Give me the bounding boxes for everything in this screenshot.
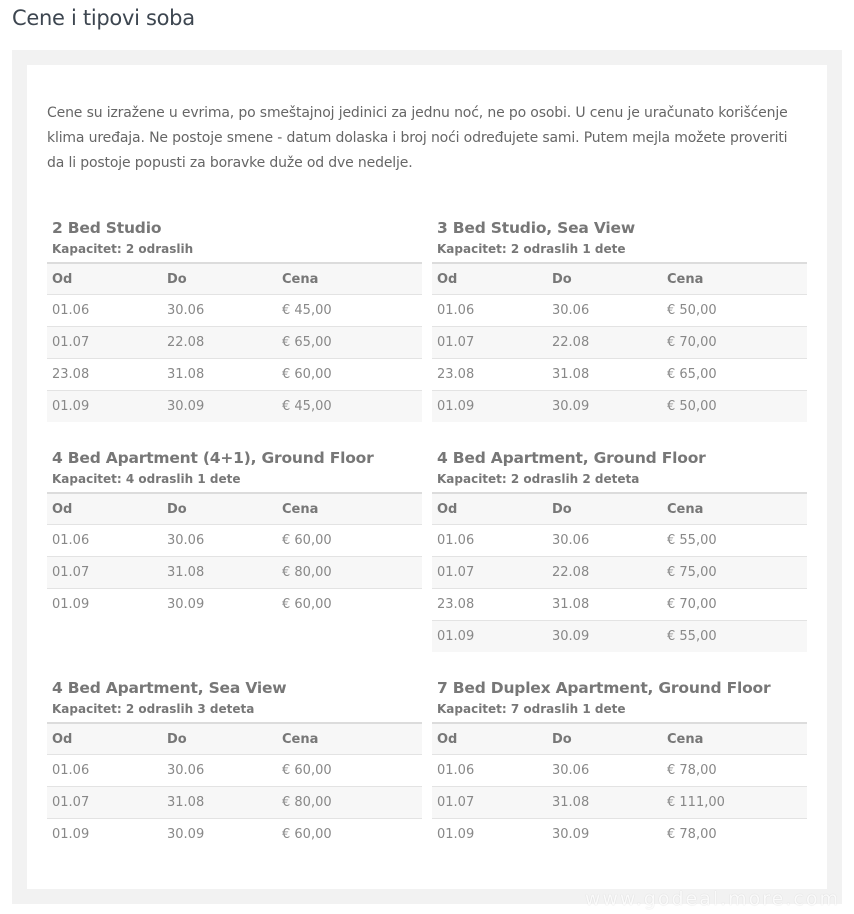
room-capacity: Kapacitet: 2 odraslih 2 deteta (437, 472, 640, 486)
date-from-cell: 01.06 (432, 755, 547, 787)
price-cell: € 65,00 (277, 327, 422, 359)
date-to-cell: 30.09 (547, 819, 662, 851)
room-capacity: Kapacitet: 2 odraslih 1 dete (437, 242, 626, 256)
table-header-row (432, 263, 807, 295)
room-card (432, 216, 807, 422)
column-header: Cena (277, 493, 422, 525)
date-from-cell: 01.07 (432, 327, 547, 359)
date-from-cell: 01.09 (432, 391, 547, 423)
column-header: Od (432, 263, 547, 295)
date-to-cell: 30.09 (162, 819, 277, 851)
column-header: Do (547, 723, 662, 755)
date-to-cell: 31.08 (162, 359, 277, 391)
table-header-row (432, 493, 807, 525)
table-header-row (47, 723, 422, 755)
date-to-cell: 30.06 (547, 755, 662, 787)
price-cell: € 45,00 (277, 295, 422, 327)
table-row (432, 359, 807, 391)
watermark: www.godeal.more.com (584, 888, 840, 910)
room-card (432, 676, 807, 850)
date-from-cell: 01.06 (432, 295, 547, 327)
column-header: Do (162, 263, 277, 295)
price-cell: € 70,00 (662, 327, 807, 359)
date-to-cell: 30.06 (547, 525, 662, 557)
date-from-cell: 01.07 (47, 787, 162, 819)
date-to-cell: 30.09 (162, 589, 277, 621)
room-card (47, 446, 422, 620)
date-to-cell: 30.06 (162, 755, 277, 787)
column-header: Od (432, 723, 547, 755)
room-card (47, 216, 422, 422)
price-cell: € 60,00 (277, 755, 422, 787)
date-from-cell: 01.09 (47, 589, 162, 621)
column-header: Do (162, 493, 277, 525)
date-to-cell: 31.08 (162, 787, 277, 819)
table-header-row (47, 263, 422, 295)
price-table (432, 262, 807, 422)
table-row (432, 525, 807, 557)
price-table (47, 722, 422, 850)
table-row (432, 327, 807, 359)
table-row (47, 755, 422, 787)
date-to-cell: 22.08 (547, 557, 662, 589)
room-capacity: Kapacitet: 2 odraslih (52, 242, 194, 256)
date-to-cell: 31.08 (547, 359, 662, 391)
room-card (47, 676, 422, 850)
date-to-cell: 30.09 (162, 391, 277, 423)
table-row (432, 295, 807, 327)
price-cell: € 78,00 (662, 819, 807, 851)
price-cell: € 60,00 (277, 525, 422, 557)
price-cell: € 50,00 (662, 391, 807, 423)
date-to-cell: 22.08 (547, 327, 662, 359)
date-from-cell: 23.08 (432, 589, 547, 621)
date-to-cell: 30.09 (547, 391, 662, 423)
date-from-cell: 01.09 (47, 819, 162, 851)
room-capacity: Kapacitet: 7 odraslih 1 dete (437, 702, 626, 716)
price-cell: € 60,00 (277, 359, 422, 391)
table-row (47, 525, 422, 557)
date-from-cell: 01.07 (432, 787, 547, 819)
table-row (432, 391, 807, 423)
room-card (432, 446, 807, 652)
date-to-cell: 30.09 (547, 621, 662, 653)
column-header: Od (47, 723, 162, 755)
column-header: Cena (277, 723, 422, 755)
date-from-cell: 01.06 (47, 755, 162, 787)
price-cell: € 65,00 (662, 359, 807, 391)
price-cell: € 70,00 (662, 589, 807, 621)
room-name: 4 Bed Apartment, Ground Floor (437, 449, 706, 467)
date-to-cell: 31.08 (162, 557, 277, 589)
table-row (432, 589, 807, 621)
price-cell: € 111,00 (662, 787, 807, 819)
column-header: Cena (662, 723, 807, 755)
table-row (432, 787, 807, 819)
price-cell: € 80,00 (277, 787, 422, 819)
price-table (47, 262, 422, 422)
date-to-cell: 30.06 (162, 295, 277, 327)
date-from-cell: 01.07 (47, 327, 162, 359)
date-to-cell: 30.06 (162, 525, 277, 557)
table-header-row (47, 493, 422, 525)
column-header: Do (547, 493, 662, 525)
column-header: Cena (277, 263, 422, 295)
table-row (47, 391, 422, 423)
price-cell: € 75,00 (662, 557, 807, 589)
date-from-cell: 01.06 (47, 525, 162, 557)
date-from-cell: 01.07 (47, 557, 162, 589)
table-row (432, 621, 807, 653)
room-capacity: Kapacitet: 2 odraslih 3 deteta (52, 702, 255, 716)
date-to-cell: 31.08 (547, 589, 662, 621)
page-title: Cene i tipovi soba (12, 6, 195, 30)
date-from-cell: 01.09 (432, 621, 547, 653)
column-header: Do (547, 263, 662, 295)
room-capacity: Kapacitet: 4 odraslih 1 dete (52, 472, 241, 486)
column-header: Do (162, 723, 277, 755)
price-table (432, 492, 807, 652)
table-row (47, 787, 422, 819)
table-row (47, 327, 422, 359)
price-cell: € 80,00 (277, 557, 422, 589)
price-cell: € 55,00 (662, 621, 807, 653)
room-name: 3 Bed Studio, Sea View (437, 219, 635, 237)
room-name: 4 Bed Apartment (4+1), Ground Floor (52, 449, 374, 467)
column-header: Od (432, 493, 547, 525)
table-row (47, 589, 422, 621)
date-from-cell: 01.06 (47, 295, 162, 327)
price-table (47, 492, 422, 620)
column-header: Od (47, 263, 162, 295)
table-header-row (432, 723, 807, 755)
price-table (432, 722, 807, 850)
date-to-cell: 30.06 (547, 295, 662, 327)
date-from-cell: 01.06 (432, 525, 547, 557)
price-cell: € 45,00 (277, 391, 422, 423)
date-from-cell: 01.07 (432, 557, 547, 589)
price-cell: € 60,00 (277, 589, 422, 621)
date-from-cell: 23.08 (432, 359, 547, 391)
intro-text: Cene su izražene u evrima, po smeštajnoj jedinici za jednu noć, ne po osobi. U cenu je uračunato korišćenje klima uređaja. Ne postoje smene - datum dolaska i broj noći određujete sami. Putem mejla možete proveriti da li postoje popusti za boravke duže od dve nedelje. (47, 105, 788, 171)
table-row (432, 755, 807, 787)
date-to-cell: 31.08 (547, 787, 662, 819)
date-from-cell: 23.08 (47, 359, 162, 391)
column-header: Od (47, 493, 162, 525)
price-cell: € 55,00 (662, 525, 807, 557)
room-name: 7 Bed Duplex Apartment, Ground Floor (437, 679, 771, 697)
table-row (432, 557, 807, 589)
table-row (432, 819, 807, 851)
table-row (47, 819, 422, 851)
content-panel (27, 65, 827, 889)
column-header: Cena (662, 493, 807, 525)
date-from-cell: 01.09 (432, 819, 547, 851)
date-from-cell: 01.09 (47, 391, 162, 423)
column-header: Cena (662, 263, 807, 295)
table-row (47, 557, 422, 589)
table-row (47, 359, 422, 391)
date-to-cell: 22.08 (162, 327, 277, 359)
room-name: 2 Bed Studio (52, 219, 162, 237)
price-cell: € 78,00 (662, 755, 807, 787)
table-row (47, 295, 422, 327)
price-cell: € 60,00 (277, 819, 422, 851)
price-cell: € 50,00 (662, 295, 807, 327)
room-name: 4 Bed Apartment, Sea View (52, 679, 287, 697)
content-frame (12, 50, 842, 904)
